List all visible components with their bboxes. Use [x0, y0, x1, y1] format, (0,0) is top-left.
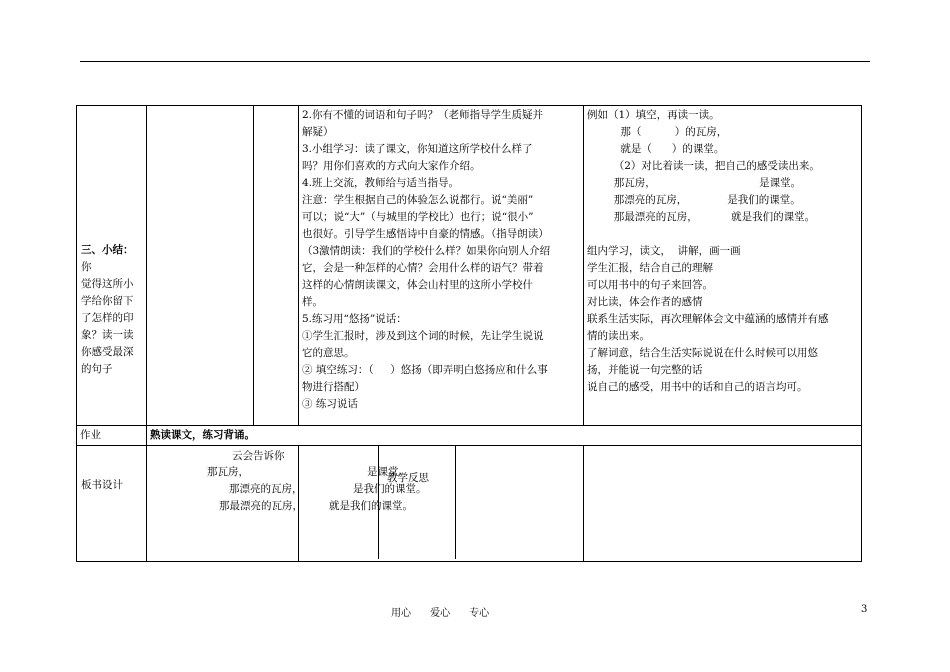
student-line: 那（ ）的瓦房， — [587, 126, 728, 138]
teacher-activity-cell — [299, 106, 584, 426]
activity-line: 3.小组学习：读了课文，你知道这所学校什么样了 — [302, 143, 533, 155]
board-line3-right: 就是我们的课堂。 — [329, 500, 413, 512]
board-line3-left: 那最漂亮的瓦房， — [219, 500, 303, 512]
student-line: 了解词意，结合生活实际说说在什么时候可以用悠 — [587, 347, 818, 359]
summary-row — [77, 106, 862, 426]
board-continuation-cell — [299, 446, 584, 562]
summary-line: 学给你留下 — [81, 295, 134, 307]
student-line-blank — [587, 226, 858, 243]
summary-title: 三、小结： — [81, 244, 134, 256]
board-line1-right: 是课堂。 — [367, 466, 409, 478]
empty-cell — [253, 106, 298, 426]
activity-line: 注意：学生根据自己的体验怎么说都行。说“美丽” — [302, 194, 534, 206]
board-line2-right: 是我们的课堂。 — [353, 483, 427, 495]
activity-line: 它，会是一种怎样的心情？会用什么样的语气？带着 — [302, 262, 544, 274]
student-line: 组内学习，读文， 讲解，画一画 — [587, 245, 741, 257]
activity-line: 这样的心情朗读课文，体会山村里的这所小学校什 — [302, 279, 533, 291]
student-line: 联系生活实际，再次理解体会文中蕴涵的感情并有感 — [587, 313, 829, 325]
student-line: 就是（ ）的课堂。 — [587, 143, 725, 155]
board-line1-left: 那瓦房， — [207, 466, 249, 478]
student-line: 那最漂亮的瓦房， 就是我们的课堂。 — [587, 211, 816, 223]
board-label-cell — [77, 446, 147, 562]
activity-line: 吗？用你们喜欢的方式向大家作介绍。 — [302, 160, 481, 172]
student-line: 那瓦房， 是课堂。 — [587, 177, 802, 189]
activity-line: 2.你有不懂的词语和句子吗？（老师指导学生质疑并 — [302, 109, 544, 121]
empty-cell — [147, 106, 254, 426]
student-line: 对比读，体会作者的感情 — [587, 296, 703, 308]
footer-motto: 用心 爱心 专心 — [391, 608, 490, 619]
board-row — [77, 446, 862, 562]
student-activity-cell — [584, 106, 862, 426]
activity-line: 5.练习用“悠扬”说话： — [302, 313, 407, 325]
lesson-table — [76, 105, 862, 562]
homework-content — [147, 426, 862, 446]
summary-line: 了怎样的印 — [81, 312, 134, 324]
activity-line: 也很好。引导学生感悟诗中自豪的情感。（指导朗读） — [302, 228, 549, 240]
summary-cell — [77, 106, 147, 426]
activity-line: 解疑） — [302, 126, 334, 138]
summary-line: 你感受最深 — [81, 346, 134, 358]
board-title: 云会告诉你 — [232, 450, 285, 462]
activity-line: ③ 练习说话 — [302, 398, 358, 410]
activity-line: ② 填空练习：（ ）悠扬（即弄明白悠扬应和什么事 — [302, 364, 548, 376]
student-line: 学生汇报，结合自己的理解 — [587, 262, 713, 274]
homework-row — [77, 426, 862, 446]
activity-line: 它的意思。 — [302, 347, 355, 359]
board-label: 板书设计 — [81, 479, 123, 491]
student-line: 情的读出来。 — [587, 330, 650, 342]
reflection-label: 教学反思 — [387, 472, 429, 484]
homework-label: 作业 — [77, 426, 147, 446]
student-line: 可以用书中的句子来回答。 — [587, 279, 713, 291]
activity-line: 可以；说“大”（与城里的学校比）也行；说“很小” — [302, 211, 534, 223]
activity-line: 样。 — [302, 296, 323, 308]
activity-line: ①学生汇报时，涉及到这个词的时候，先让学生说说 — [302, 330, 544, 342]
student-line: 扬，并能说一句完整的话 — [587, 364, 703, 376]
activity-line: 物进行搭配） — [302, 381, 365, 393]
student-line: 那漂亮的瓦房， 是我们的课堂。 — [587, 194, 801, 206]
summary-line: 象？读一读 — [81, 329, 134, 341]
activity-line: 4.班上交流，教师给与适当指导。 — [302, 177, 460, 189]
summary-line: 你 — [81, 261, 92, 273]
summary-line: 觉得这所小 — [81, 278, 134, 290]
activity-line: （3激情朗读：我们的学校什么样？如果你向别人介绍 — [302, 245, 551, 257]
student-line: 说自己的感受，用书中的话和自己的语言均可。 — [587, 381, 808, 393]
summary-line: 的句子 — [81, 363, 113, 375]
page-number: 3 — [861, 604, 868, 615]
student-line: 例如（1）填空，再读一读。 — [587, 109, 720, 121]
board-line2-left: 那漂亮的瓦房， — [229, 483, 303, 495]
student-line: （2）对比着读一读，把自己的感受读出来。 — [587, 160, 820, 172]
header-rule — [80, 61, 870, 62]
homework-text: 熟读课文，练习背诵。 — [150, 429, 255, 441]
reflection-label-box — [378, 446, 456, 559]
reflection-content-cell — [584, 446, 862, 562]
